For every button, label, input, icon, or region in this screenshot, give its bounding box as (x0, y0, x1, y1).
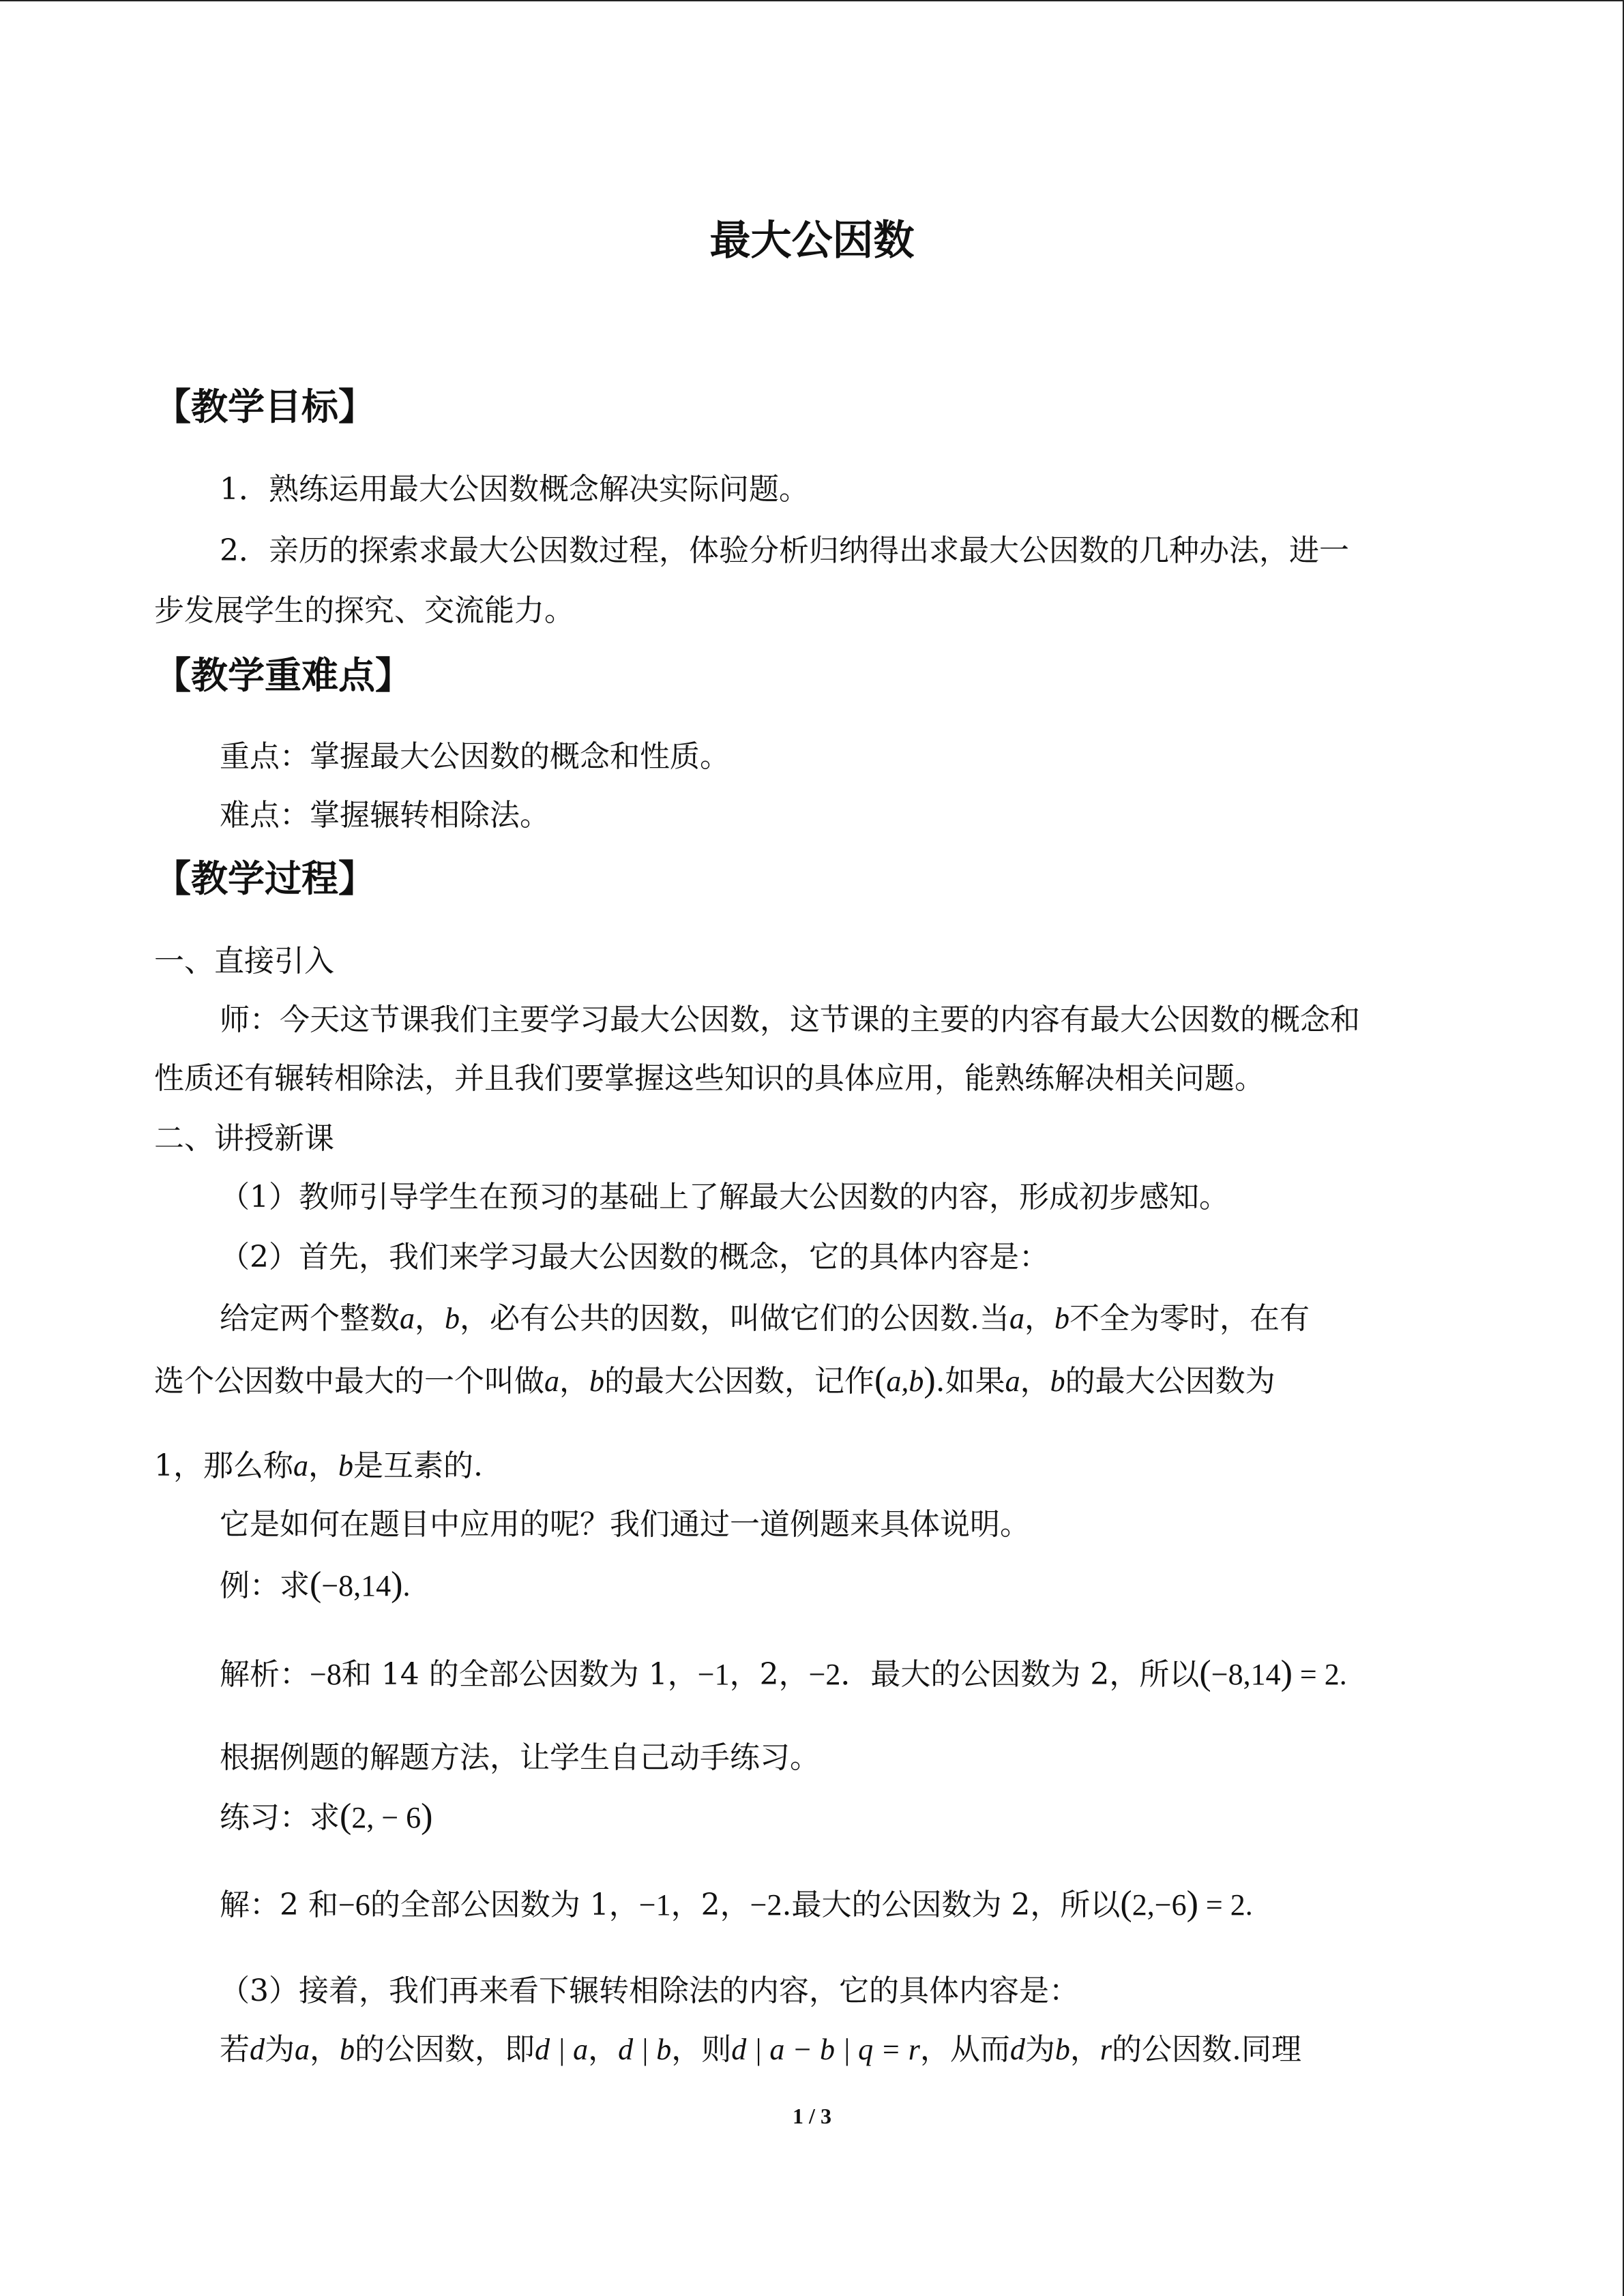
part1-paragraph-line1: 师：今天这节课我们主要学习最大公因数，这节课的主要的内容有最大公因数的概念和 (220, 1002, 1360, 1037)
expression: d | a − b | q = r (731, 2033, 920, 2066)
number: −2 (808, 1658, 841, 1691)
text: 解：2 和 (220, 1888, 338, 1922)
text: 的全部公因数为 1， (370, 1888, 639, 1922)
number: −6 (338, 1888, 370, 1922)
text: 是互素的. (353, 1448, 483, 1483)
var-b: b (1054, 2033, 1070, 2066)
var-a: a (1005, 1365, 1020, 1398)
step-2: （2）首先，我们来学习最大公因数的概念，它的具体内容是： (220, 1240, 1049, 1274)
text: 的最大公因数为 (1065, 1364, 1275, 1399)
definition-line3 (154, 1446, 483, 1487)
example-label: 例：求 (220, 1568, 310, 1603)
text: 和 14 的全部公因数为 1， (341, 1657, 698, 1692)
paren: ) (1186, 1884, 1198, 1923)
comma: ， (1020, 1364, 1050, 1399)
var-a: a (400, 1302, 415, 1335)
text: ．最大的公因数为 2，所以 (840, 1657, 1200, 1692)
heading-process: 【教学过程】 (154, 857, 375, 900)
heading-goals: 【教学目标】 (154, 385, 375, 428)
paren: ) (1280, 1654, 1293, 1693)
text: ，2， (670, 1888, 750, 1922)
result: = 2. (1198, 1888, 1253, 1922)
var-a: a (1009, 1302, 1024, 1335)
text: 不全为零时，在有 (1069, 1301, 1310, 1336)
analysis (220, 1653, 1347, 1695)
part1-title: 一、直接引入 (154, 944, 334, 979)
result: = 2. (1292, 1658, 1347, 1691)
gcd-args: 2,−6 (1132, 1888, 1187, 1922)
text: 解析： (220, 1657, 310, 1692)
text: 为 (265, 2032, 295, 2067)
practice (220, 1796, 432, 1838)
number: −1 (697, 1658, 730, 1691)
var-d: d (250, 2033, 265, 2066)
var-b: b (589, 1365, 604, 1398)
var-b: b (338, 1449, 353, 1482)
definition-line2 (154, 1360, 1275, 1402)
text: 为 (1024, 2032, 1055, 2067)
var-b: b (1054, 1302, 1069, 1335)
practice-args: 2, − 6 (351, 1801, 422, 1834)
goal-item-1: 1．熟练运用最大公因数概念解决实际问题。 (220, 472, 809, 507)
keypoint-difficulty: 难点：掌握辗转相除法。 (220, 798, 550, 833)
number: −8 (310, 1658, 342, 1691)
paren: ( (310, 1565, 322, 1604)
var-a: a (544, 1365, 559, 1398)
part2-title: 二、讲授新课 (154, 1121, 334, 1156)
var-a: a (293, 1449, 308, 1482)
var-b: b (340, 2033, 355, 2066)
number: −1 (638, 1888, 671, 1922)
text: 的最大公因数，记作 (604, 1364, 874, 1399)
step-3: （3）接着，我们再来看下辗转相除法的内容，它的具体内容是： (220, 1973, 1079, 2008)
var-b: b (445, 1302, 460, 1335)
definition-line1 (220, 1298, 1310, 1339)
text: .最大的公因数为 2，所以 (782, 1888, 1121, 1922)
paren: ) (391, 1565, 403, 1604)
number: −2 (750, 1888, 782, 1922)
text: 若 (220, 2032, 250, 2067)
text: ，则 (671, 2032, 732, 2067)
goal-item-2-line2: 步发展学生的探究、交流能力。 (154, 593, 574, 628)
period: . (402, 1569, 411, 1602)
page-border-top (0, 0, 1624, 1)
part1-paragraph-line2: 性质还有辗转相除法，并且我们要掌握这些知识的具体应用，能熟练解决相关问题。 (154, 1061, 1265, 1096)
text: 选个公因数中最大的一个叫做 (154, 1364, 544, 1399)
var-d: d (1009, 2033, 1025, 2066)
practice-label: 练习：求 (220, 1800, 340, 1835)
euclid-line (220, 2029, 1301, 2070)
comma: ， (559, 1364, 589, 1399)
goal-item-2-line1: 2．亲历的探索求最大公因数过程，体验分析归纳得出求最大公因数的几种办法，进一 (220, 533, 1349, 568)
text: 给定两个整数 (220, 1301, 400, 1336)
example-args: −8,14 (321, 1569, 392, 1602)
heading-keypoints: 【教学重难点】 (154, 654, 412, 697)
paren: ( (1199, 1654, 1211, 1693)
page-number: 1 / 3 (793, 2104, 831, 2128)
text: 1，那么称 (154, 1448, 293, 1483)
var-a: a (295, 2033, 310, 2066)
text: 的公因数.同理 (1112, 2032, 1302, 2067)
solution (220, 1883, 1253, 1926)
text: ，必有公共的因数，叫做它们的公因数.当 (460, 1301, 1009, 1336)
paren: ) (421, 1797, 433, 1836)
comma: ， (1069, 2032, 1100, 2067)
text: ，2， (729, 1657, 809, 1692)
gcd-args: −8,14 (1211, 1658, 1281, 1691)
step-1: （1）教师引导学生在预习的基础上了解最大公因数的内容，形成初步感知。 (220, 1180, 1229, 1214)
practice-intro: 根据例题的解题方法，让学生自己动手练习。 (220, 1740, 820, 1775)
divides-a: d | a (535, 2033, 589, 2066)
comma: ， (310, 2032, 340, 2067)
gcd-args: a,b (886, 1365, 924, 1398)
var-b: b (1050, 1365, 1065, 1398)
comma: ， (1024, 1301, 1054, 1336)
divides-b: d | b (618, 2033, 672, 2066)
example (220, 1564, 410, 1607)
comma: ， (308, 1448, 338, 1483)
var-r: r (1099, 2033, 1112, 2066)
text: .如果 (935, 1364, 1005, 1399)
document-title: 最大公因数 (709, 217, 915, 265)
keypoint-focus: 重点：掌握最大公因数的概念和性质。 (220, 739, 730, 774)
text: ，从而 (919, 2032, 1010, 2067)
paren: ( (1120, 1884, 1132, 1923)
text: 的公因数，即 (355, 2032, 535, 2067)
paren: ( (874, 1360, 887, 1399)
paren: ) (924, 1360, 936, 1399)
comma: ， (415, 1301, 445, 1336)
paren: ( (340, 1797, 352, 1836)
apply-intro: 它是如何在题目中应用的呢？我们通过一道例题来具体说明。 (220, 1507, 1030, 1542)
comma: ， (588, 2032, 619, 2067)
